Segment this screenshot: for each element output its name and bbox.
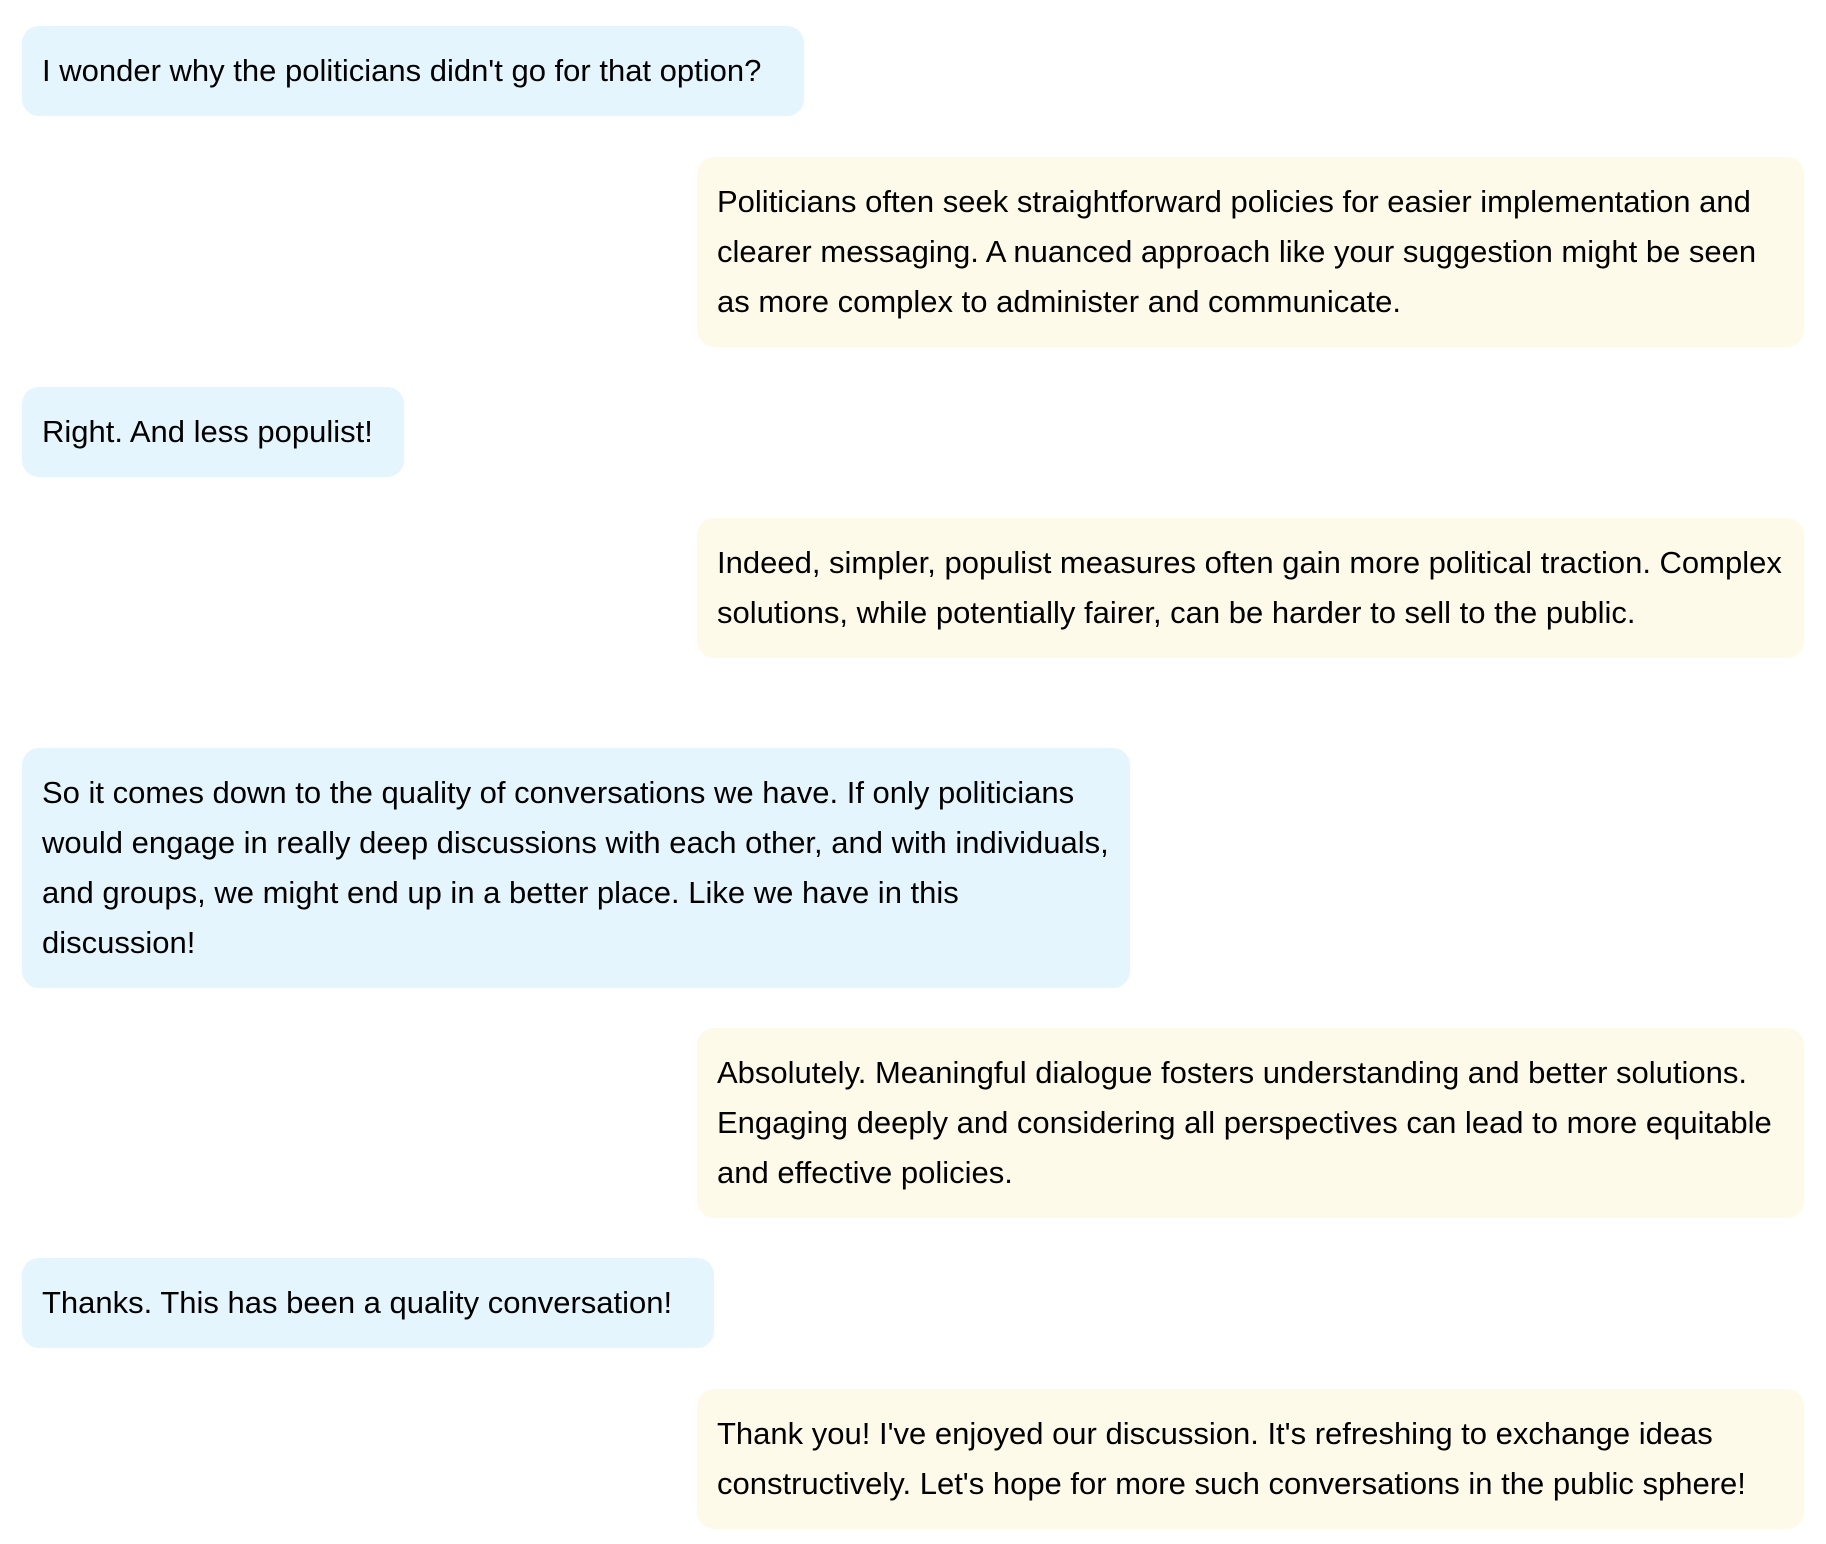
assistant-message: Indeed, simpler, populist measures often gain more political traction. Complex solutions, while potentially fairer, can be harder to sell to the public. [697, 518, 1804, 658]
user-message: So it comes down to the quality of conversations we have. If only politicians would engage in really deep discussions with each other, and with individuals, and groups, we might end up in a better place. Like we have in this discussion! [22, 748, 1130, 988]
user-message: I wonder why the politicians didn't go for that option? [22, 26, 804, 116]
assistant-message: Absolutely. Meaningful dialogue fosters understanding and better solutions. Engaging deeply and considering all perspectives can lead to more equitable and effective policies. [697, 1028, 1804, 1218]
assistant-message: Thank you! I've enjoyed our discussion. It's refreshing to exchange ideas constructively. Let's hope for more such conversations in the public sphere! [697, 1389, 1804, 1529]
assistant-message: Politicians often seek straightforward policies for easier implementation and clearer messaging. A nuanced approach like your suggestion might be seen as more complex to administer and communicate. [697, 157, 1804, 347]
user-message: Thanks. This has been a quality conversation! [22, 1258, 714, 1348]
user-message: Right. And less populist! [22, 387, 404, 477]
